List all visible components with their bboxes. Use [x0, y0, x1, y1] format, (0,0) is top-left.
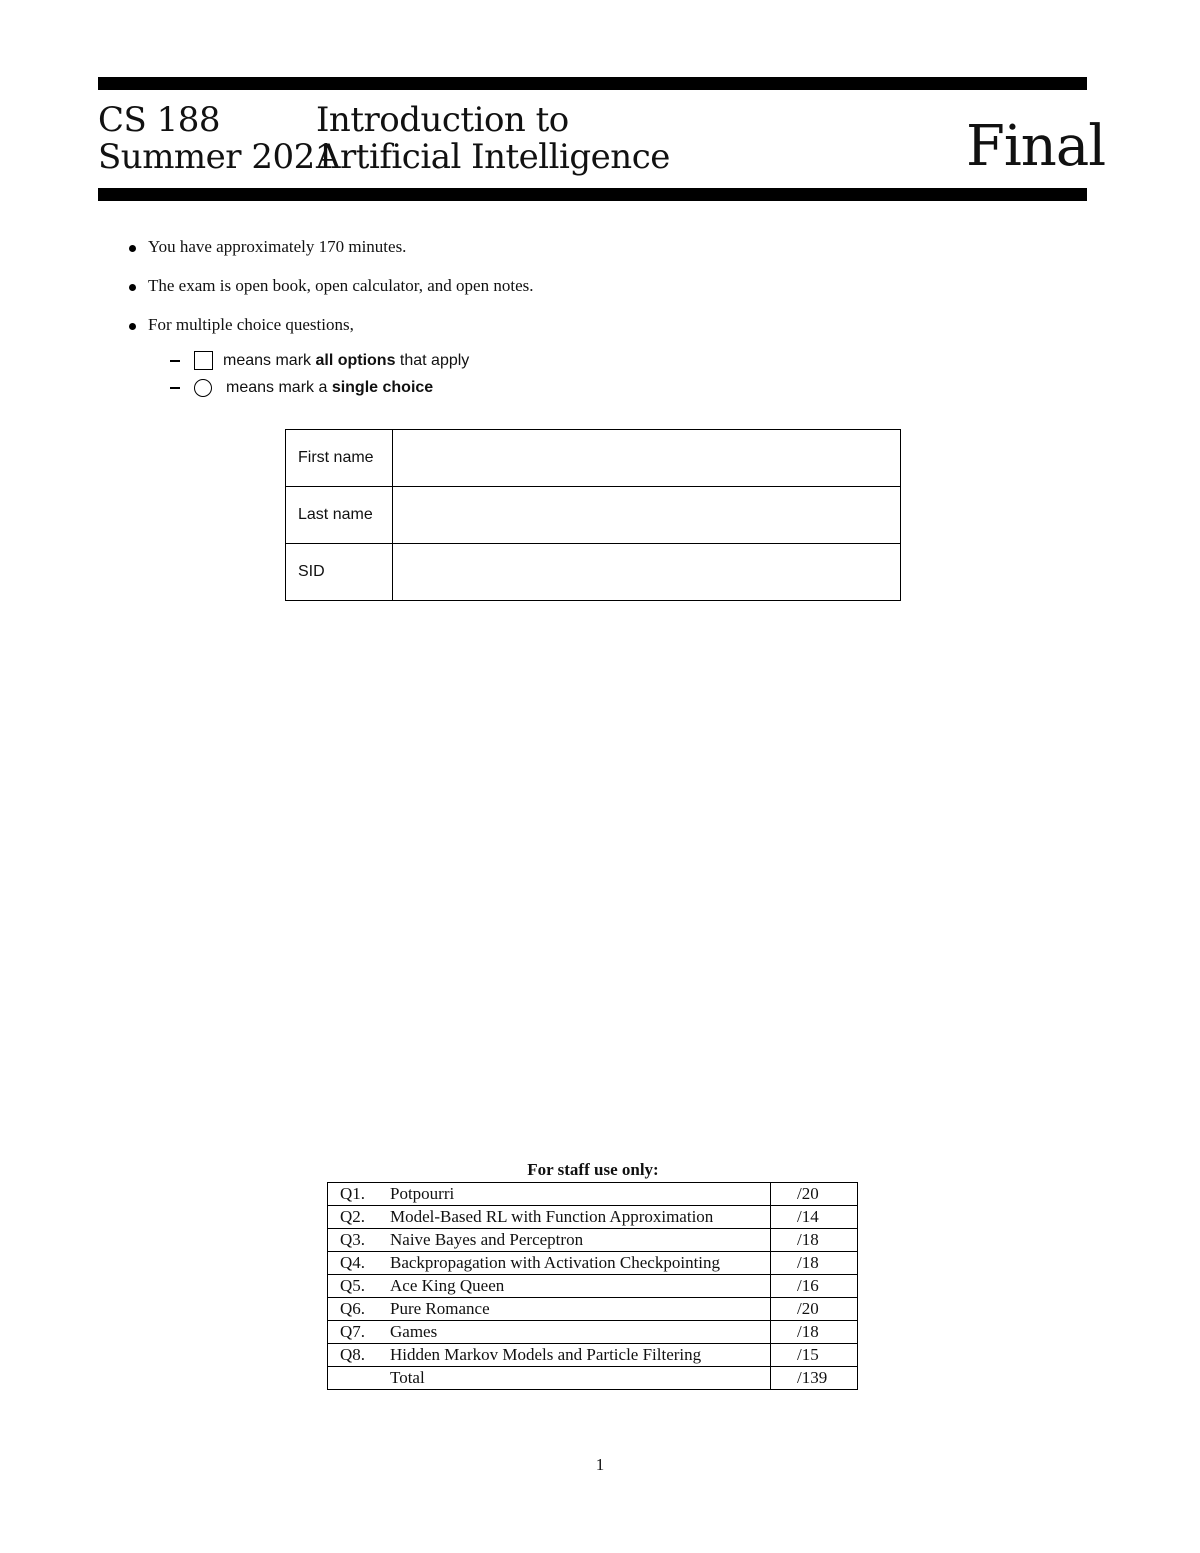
- bullet-icon: [129, 284, 136, 291]
- first-name-field[interactable]: [393, 430, 901, 487]
- table-row: [286, 487, 901, 544]
- last-name-label: Last name: [286, 487, 393, 544]
- table-row: [328, 1252, 858, 1275]
- table-row: [328, 1206, 858, 1229]
- table-row: [286, 430, 901, 487]
- question-title: Backpropagation with Activation Checkpointing: [382, 1252, 771, 1275]
- table-row: [328, 1229, 858, 1252]
- instruction-item: For multiple choice questions,: [126, 314, 533, 353]
- sid-field[interactable]: [393, 544, 901, 601]
- staff-table-title: For staff use only:: [527, 1160, 659, 1179]
- question-points: /15: [771, 1344, 858, 1367]
- question-points: /20: [771, 1298, 858, 1321]
- question-title: Potpourri: [382, 1183, 771, 1206]
- course-title-line1: Introduction to: [316, 100, 569, 140]
- question-title: Ace King Queen: [382, 1275, 771, 1298]
- total-points: /139: [771, 1367, 858, 1390]
- question-number: Q8.: [328, 1344, 383, 1367]
- table-row: [286, 544, 901, 601]
- question-points: /14: [771, 1206, 858, 1229]
- first-name-label: First name: [286, 430, 393, 487]
- table-row: [328, 1275, 858, 1298]
- question-title: Games: [382, 1321, 771, 1344]
- bullet-icon: [129, 323, 136, 330]
- question-points: /18: [771, 1229, 858, 1252]
- question-title: Model-Based RL with Function Approximation: [382, 1206, 771, 1229]
- table-row: [328, 1298, 858, 1321]
- legend-all-options: means mark all options that apply: [170, 350, 469, 372]
- question-points: /18: [771, 1252, 858, 1275]
- question-title: Naive Bayes and Perceptron: [382, 1229, 771, 1252]
- question-title: Pure Romance: [382, 1298, 771, 1321]
- sid-label: SID: [286, 544, 393, 601]
- staff-score-table: [327, 1182, 858, 1390]
- page-number: 1: [595, 1455, 605, 1474]
- question-points: /18: [771, 1321, 858, 1344]
- question-number: Q3.: [328, 1229, 383, 1252]
- table-row: [328, 1183, 858, 1206]
- total-row: [328, 1367, 858, 1390]
- dash-icon: [170, 360, 180, 362]
- question-number: Q5.: [328, 1275, 383, 1298]
- question-points: /20: [771, 1183, 858, 1206]
- bullet-icon: [129, 245, 136, 252]
- radio-circle-icon: [194, 379, 212, 397]
- exam-type: Final: [966, 114, 1106, 179]
- question-points: /16: [771, 1275, 858, 1298]
- instructions-list: [126, 236, 533, 353]
- table-row: [328, 1321, 858, 1344]
- course-code: CS 188: [98, 100, 221, 140]
- dash-icon: [170, 387, 180, 389]
- question-number: Q7.: [328, 1321, 383, 1344]
- header-top-rule: [98, 77, 1087, 90]
- instruction-item: The exam is open book, open calculator, and open notes.: [126, 275, 533, 314]
- question-number: Q1.: [328, 1183, 383, 1206]
- table-row: [328, 1344, 858, 1367]
- total-label: Total: [382, 1367, 771, 1390]
- question-number: Q6.: [328, 1298, 383, 1321]
- total-number: [328, 1367, 383, 1390]
- legend-single-choice: means mark a single choice: [170, 377, 433, 399]
- student-id-table: [285, 429, 901, 601]
- header-bottom-rule: [98, 188, 1087, 201]
- instruction-item: You have approximately 170 minutes.: [126, 236, 533, 275]
- course-term: Summer 2021: [98, 137, 336, 177]
- course-title-line2: Artificial Intelligence: [316, 137, 670, 177]
- checkbox-square-icon: [194, 351, 213, 370]
- question-number: Q4.: [328, 1252, 383, 1275]
- question-number: Q2.: [328, 1206, 383, 1229]
- question-title: Hidden Markov Models and Particle Filtering: [382, 1344, 771, 1367]
- last-name-field[interactable]: [393, 487, 901, 544]
